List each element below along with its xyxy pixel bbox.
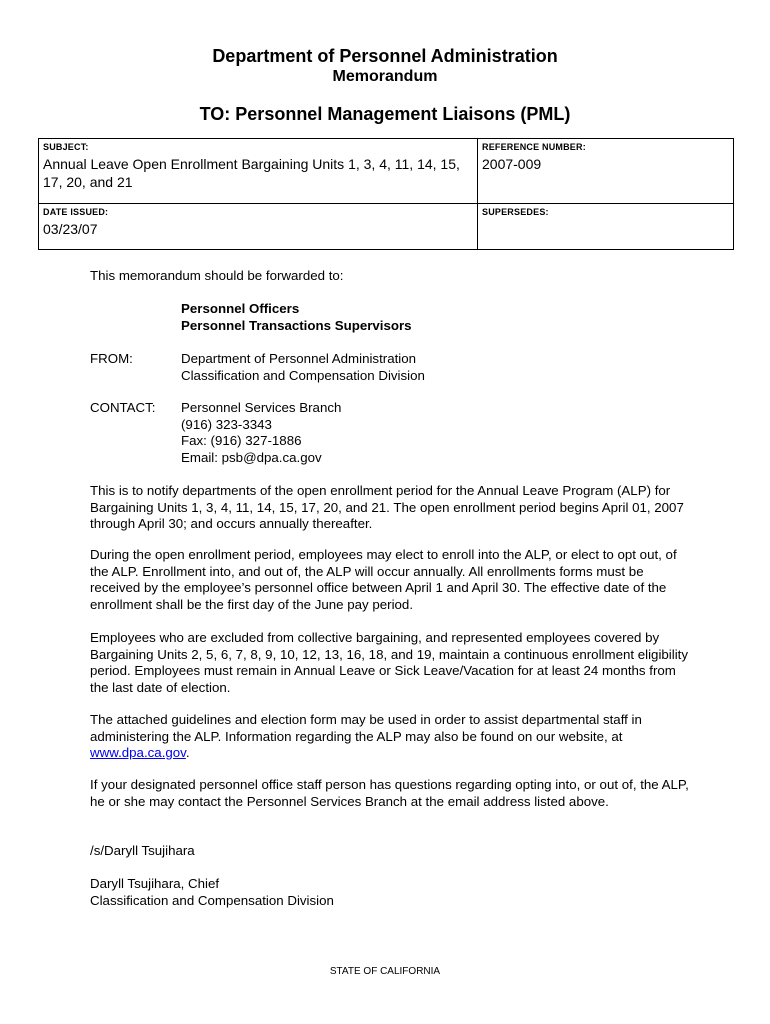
date-value: 03/23/07 bbox=[43, 221, 98, 237]
footer-state: STATE OF CALIFORNIA bbox=[329, 966, 441, 977]
website-link[interactable]: www.dpa.ca.gov bbox=[90, 745, 186, 760]
contact-phone: (916) 323-3343 bbox=[181, 416, 272, 432]
forward-intro: This memorandum should be forwarded to: bbox=[90, 268, 344, 283]
paragraph-questions: If your designated personnel office staff person has questions regarding opting into, or out of, the ALP, he or she may contact the Personnel Services Branch at the email address listed above. bbox=[90, 777, 689, 809]
recipient-item: Personnel Officers bbox=[181, 301, 300, 316]
date-cell bbox=[39, 204, 478, 250]
contact-email: Email: psb@dpa.ca.gov bbox=[181, 449, 322, 465]
reference-cell bbox=[478, 139, 734, 204]
recipient-item: Personnel Transactions Supervisors bbox=[181, 317, 412, 333]
signer-division: Classification and Compensation Division bbox=[90, 892, 334, 908]
subject-cell bbox=[39, 139, 478, 204]
subject-value: Annual Leave Open Enrollment Bargaining Units 1, 3, 4, 11, 14, 15, 17, 20, and 21 bbox=[43, 156, 460, 190]
to-line: TO: Personnel Management Liaisons (PML) bbox=[199, 104, 571, 124]
paragraph-excluded-employees: Employees who are excluded from collective bargaining, and represented employees covered by Bargaining Units 2, 5, 6, 7, 8, 9, 10, 12, 13, 16, 18, and 19, maintain a continuous enrollment eligibility period. Employees must remain in Annual Leave or Sick Leave/Vacation for at least 24 months from the last date of election. bbox=[90, 630, 688, 695]
signature-block bbox=[90, 876, 690, 909]
from-label: FROM: bbox=[90, 351, 133, 366]
electronic-signature: /s/Daryll Tsujihara bbox=[90, 843, 195, 858]
from-value bbox=[181, 351, 425, 384]
contact-line: Personnel Services Branch bbox=[181, 400, 342, 415]
contact-fax: Fax: (916) 327-1886 bbox=[181, 433, 302, 448]
from-line: Classification and Compensation Division bbox=[181, 367, 425, 383]
subject-label: SUBJECT: bbox=[43, 142, 89, 152]
from-line: Department of Personnel Administration bbox=[181, 351, 417, 366]
supersedes-cell bbox=[478, 204, 734, 250]
signer-name-title: Daryll Tsujihara, Chief bbox=[90, 876, 220, 891]
contact-label: CONTACT: bbox=[90, 400, 156, 415]
memo-info-table bbox=[38, 138, 734, 250]
recipient-list bbox=[181, 301, 412, 334]
supersedes-label: SUPERSEDES: bbox=[482, 207, 549, 217]
memo-type: Memorandum bbox=[332, 68, 438, 85]
department-title: Department of Personnel Administration bbox=[212, 46, 558, 66]
date-label: DATE ISSUED: bbox=[43, 207, 109, 217]
paragraph-enrollment-period: During the open enrollment period, employees may elect to enroll into the ALP, or elect to opt out, of the ALP. Enrollment into, and out of, the ALP will occur annually. All enrollments forms must be received by the employee’s personnel office between April 1 and April 30. The effective date of the enrollment shall be the first day of the June pay period. bbox=[90, 547, 677, 612]
guidelines-end: . bbox=[185, 745, 190, 760]
paragraph-guidelines bbox=[90, 712, 690, 762]
reference-value: 2007-009 bbox=[482, 156, 542, 172]
reference-label: REFERENCE NUMBER: bbox=[482, 142, 586, 152]
contact-value bbox=[181, 400, 341, 466]
paragraph-open-enrollment: This is to notify departments of the open enrollment period for the Annual Leave Program (ALP) for Bargaining Units 1, 3, 4, 11, 14, 15, 17, 20, and 21. The open enrollment period begins April 01, 2007 through April 30; and occurs annually thereafter. bbox=[90, 483, 684, 531]
guidelines-text: The attached guidelines and election form may be used in order to assist departmental staff in administering the ALP. Information regarding the ALP may also be found on our website, at bbox=[90, 712, 642, 744]
